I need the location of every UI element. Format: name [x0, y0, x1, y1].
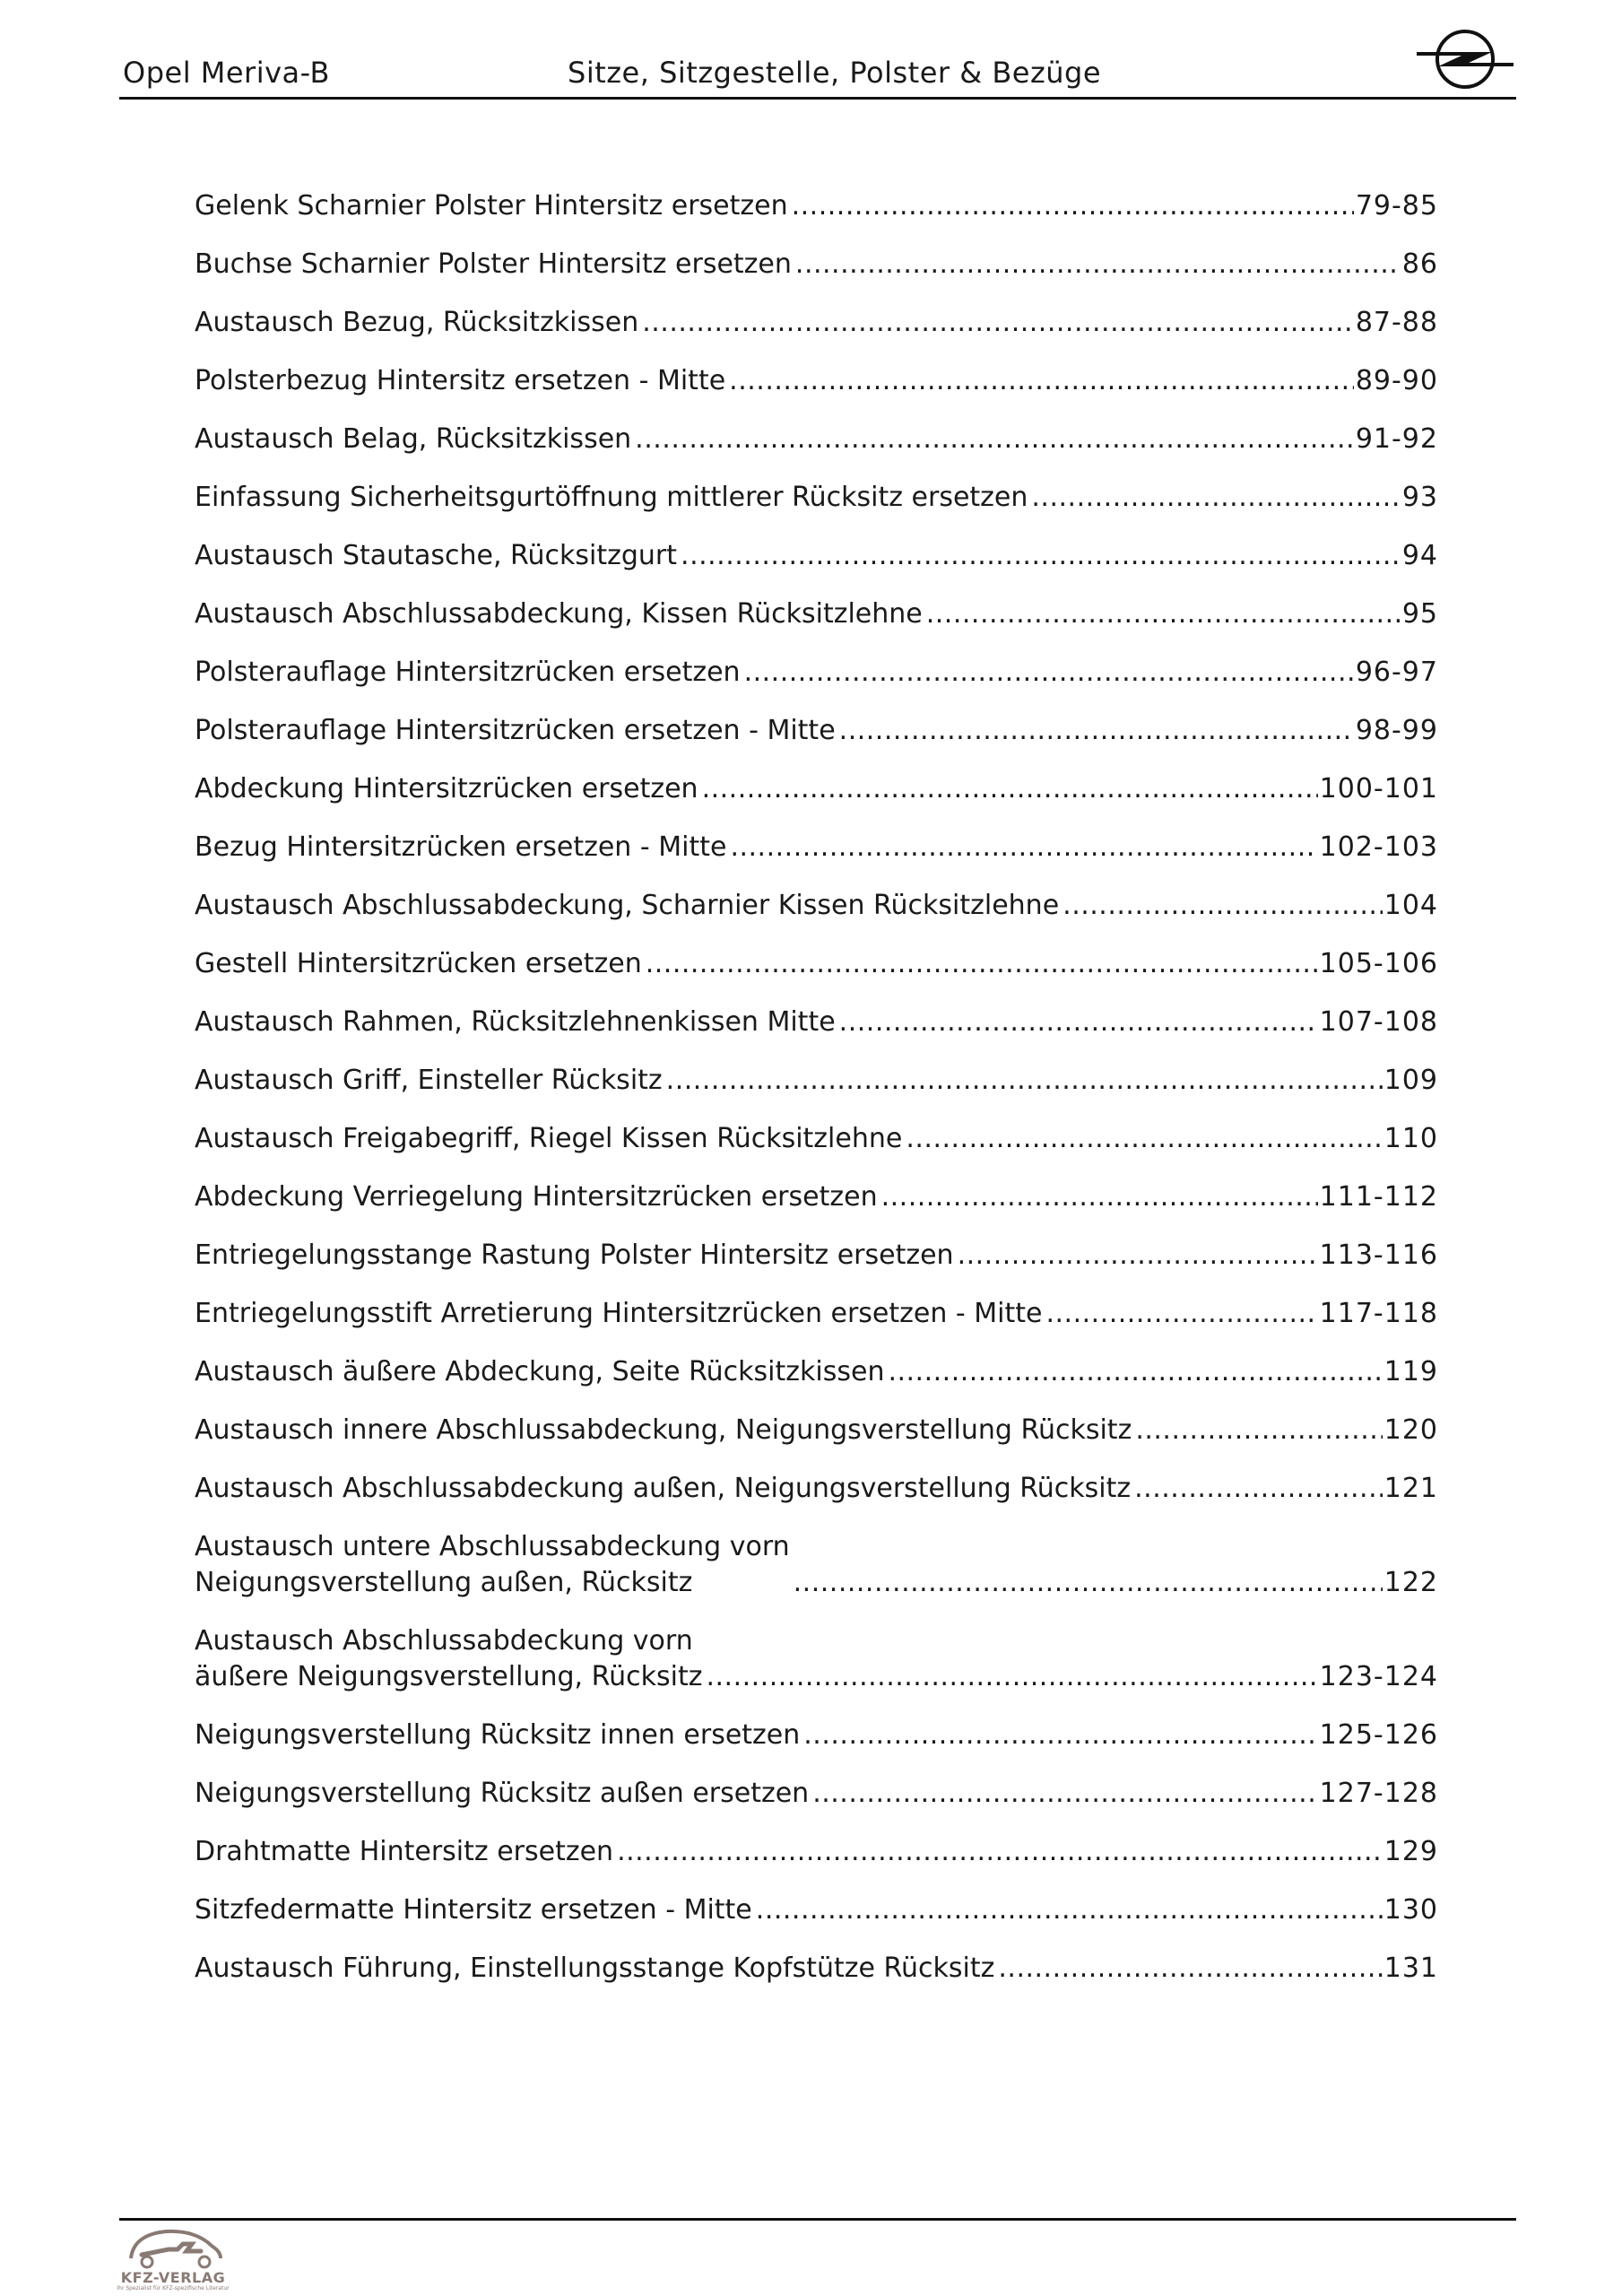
toc-entry[interactable] — [195, 1296, 1438, 1332]
toc-entry[interactable] — [195, 888, 1438, 924]
toc-entry-page: 131 — [1383, 1952, 1438, 1984]
toc-entry[interactable] — [195, 480, 1438, 516]
toc-entry[interactable] — [195, 1004, 1438, 1040]
toc-entry-title-line: Austausch untere Abschlussabdeckung vorn — [195, 1531, 790, 1562]
footer-divider — [119, 2218, 1516, 2221]
toc-dot-leader — [1135, 1413, 1382, 1448]
toc-dot-leader — [744, 655, 1354, 691]
toc-entry[interactable] — [195, 771, 1438, 807]
kfz-verlag-logo — [115, 2222, 231, 2292]
toc-entry[interactable] — [195, 188, 1438, 224]
toc-entry-title — [195, 305, 638, 341]
toc-entry-title — [195, 888, 1059, 924]
toc-entry-title — [195, 363, 725, 399]
toc-entry-title — [195, 480, 1028, 516]
toc-entry-page: 104 — [1383, 890, 1438, 921]
toc-dot-leader — [729, 363, 1354, 399]
toc-entry-page: 98-99 — [1355, 715, 1438, 746]
toc-entry-title — [195, 1121, 902, 1157]
toc-entry[interactable] — [195, 1529, 1438, 1601]
toc-entry-page: 123-124 — [1319, 1661, 1438, 1692]
toc-entry[interactable] — [195, 1718, 1438, 1753]
toc-entry-page: 89-90 — [1355, 365, 1438, 396]
toc-entry-title — [195, 1718, 800, 1753]
toc-entry[interactable] — [195, 247, 1438, 283]
toc-entry[interactable] — [195, 1834, 1438, 1870]
toc-entry-title — [195, 596, 923, 632]
toc-dot-leader — [681, 538, 1401, 574]
toc-entry[interactable] — [195, 538, 1438, 574]
toc-dot-leader — [1134, 1471, 1383, 1507]
toc-dot-leader — [1045, 1296, 1317, 1332]
toc-entry[interactable] — [195, 830, 1438, 865]
toc-entry-title — [195, 1354, 884, 1390]
toc-entry-title-line: Bezug Hintersitzrücken ersetzen - Mitte — [195, 831, 727, 863]
toc-dot-leader — [812, 1776, 1317, 1812]
toc-entry-title-line: Gestell Hintersitzrücken ersetzen — [195, 948, 642, 979]
toc-entry-page: 93 — [1401, 482, 1438, 513]
toc-entry-title-line: Abdeckung Verriegelung Hintersitzrücken ersetzen — [195, 1181, 878, 1213]
toc-entry-title-line: Neigungsverstellung Rücksitz innen ersetzen — [195, 1719, 801, 1751]
toc-entry-page: 102-103 — [1319, 831, 1438, 863]
toc-entry-title — [195, 1776, 809, 1812]
toc-entry-page: 96-97 — [1355, 657, 1438, 688]
toc-entry-page: 125-126 — [1319, 1719, 1438, 1751]
toc-entry-page: 79-85 — [1355, 190, 1438, 222]
toc-entry-page: 87-88 — [1355, 307, 1438, 338]
toc-entry-title — [195, 1413, 1132, 1448]
toc-entry-title-line: Austausch Abschlussabdeckung, Kissen Rücksitzlehne — [195, 598, 923, 630]
toc-dot-leader — [756, 1892, 1383, 1928]
toc-entry[interactable] — [195, 305, 1438, 341]
footer-slogan: Ihr Spezialist für KFZ-spezifische Literatur — [117, 2285, 230, 2292]
toc-entry-title-line: Abdeckung Hintersitzrücken ersetzen — [195, 773, 698, 804]
toc-entry-title — [195, 1951, 994, 1987]
toc-entry-title — [195, 1238, 954, 1274]
toc-dot-leader — [702, 771, 1318, 807]
header-vehicle-title: Opel Meriva-B — [123, 56, 330, 90]
toc-dot-leader — [998, 1951, 1382, 1987]
toc-entry-page: 95 — [1401, 598, 1438, 630]
toc-entry[interactable] — [195, 1179, 1438, 1215]
toc-entry-title-line: Austausch Griff, Einsteller Rücksitz — [195, 1065, 663, 1096]
toc-dot-leader — [926, 596, 1401, 632]
toc-entry[interactable] — [195, 1354, 1438, 1390]
toc-entry-title-line: Austausch Stautasche, Rücksitzgurt — [195, 540, 678, 571]
toc-entry[interactable] — [195, 655, 1438, 691]
toc-dot-leader — [794, 1565, 1383, 1601]
opel-logo-icon — [1415, 25, 1515, 93]
toc-entry-page: 120 — [1383, 1414, 1438, 1446]
toc-entry[interactable] — [195, 1776, 1438, 1812]
toc-entry-title — [195, 1471, 1131, 1507]
toc-entry-page: 107-108 — [1319, 1006, 1438, 1038]
toc-entry-title-line: Buchse Scharnier Polster Hintersitz ersetzen — [195, 248, 792, 280]
toc-entry-title-line: Austausch Bezug, Rücksitzkissen — [195, 307, 639, 338]
toc-entry-page: 119 — [1383, 1356, 1438, 1387]
toc-entry-title — [195, 422, 631, 457]
toc-entry-title-line: Entriegelungsstift Arretierung Hintersitzrücken ersetzen - Mitte — [195, 1298, 1043, 1329]
toc-entry-title — [195, 771, 698, 807]
toc-entry-page: 105-106 — [1319, 948, 1438, 979]
toc-dot-leader — [706, 1659, 1317, 1695]
toc-entry-title-line: Polsterauflage Hintersitzrücken ersetzen - Mitte — [195, 715, 836, 746]
toc-entry-page: 86 — [1401, 248, 1438, 280]
toc-entry-title-line: Polsterbezug Hintersitz ersetzen - Mitte — [195, 365, 726, 396]
toc-entry-page: 121 — [1383, 1473, 1438, 1504]
toc-entry[interactable] — [195, 1413, 1438, 1448]
toc-entry-page: 113-116 — [1319, 1239, 1438, 1271]
toc-dot-leader — [803, 1718, 1317, 1753]
toc-entry-page: 122 — [1383, 1567, 1438, 1598]
toc-entry-page: 100-101 — [1319, 773, 1438, 804]
toc-entry-title — [195, 1063, 663, 1099]
toc-entry[interactable] — [195, 596, 1438, 632]
page-header — [119, 0, 1516, 100]
toc-entry[interactable] — [195, 1121, 1438, 1157]
toc-entry-title — [195, 538, 677, 574]
toc-entry[interactable] — [195, 1892, 1438, 1928]
toc-entry-title — [195, 1529, 790, 1601]
toc-dot-leader — [730, 830, 1317, 865]
toc-entry-title-line: Austausch innere Abschlussabdeckung, Neigungsverstellung Rücksitz — [195, 1414, 1132, 1446]
toc-entry[interactable] — [195, 422, 1438, 457]
toc-entry-page: 130 — [1383, 1894, 1438, 1926]
toc-dot-leader — [1031, 480, 1400, 516]
toc-dot-leader — [888, 1354, 1382, 1390]
toc-entry[interactable] — [195, 713, 1438, 749]
toc-entry-title — [195, 247, 792, 283]
toc-entry-title — [195, 1179, 878, 1215]
toc-entry[interactable] — [195, 946, 1438, 982]
toc-entry-title-line: Einfassung Sicherheitsgurtöffnung mittlerer Rücksitz ersetzen — [195, 482, 1028, 513]
toc-entry-page: 129 — [1383, 1836, 1438, 1867]
toc-dot-leader — [635, 422, 1354, 457]
toc-entry-title-line: Gelenk Scharnier Polster Hintersitz ersetzen — [195, 190, 788, 222]
toc-entry-page: 111-112 — [1319, 1181, 1438, 1213]
toc-dot-leader — [1063, 888, 1383, 924]
toc-dot-leader — [792, 188, 1354, 224]
toc-entry-title — [195, 1296, 1042, 1332]
toc-entry-title-line: Austausch Führung, Einstellungsstange Kopfstütze Rücksitz — [195, 1952, 995, 1984]
header-section-title: Sitze, Sitzgestelle, Polster & Bezüge — [568, 56, 1102, 90]
toc-entry-title-line: Austausch Freigabegriff, Riegel Kissen Rücksitzlehne — [195, 1123, 903, 1154]
toc-entry-title — [195, 1004, 836, 1040]
toc-entry-title-line: Austausch Belag, Rücksitzkissen — [195, 423, 632, 455]
toc-entry-title — [195, 188, 788, 224]
toc-dot-leader — [795, 247, 1401, 283]
car-wrench-icon — [115, 2222, 231, 2273]
toc-entry-page: 94 — [1401, 540, 1438, 571]
toc-entry-title-line: Entriegelungsstange Rastung Polster Hintersitz ersetzen — [195, 1239, 954, 1271]
toc-entry-title — [195, 713, 836, 749]
toc-entry-title — [195, 655, 741, 691]
toc-entry-title — [195, 1623, 702, 1695]
toc-entry-title-line: Austausch Abschlussabdeckung, Scharnier Kissen Rücksitzlehne — [195, 890, 1060, 921]
toc-dot-leader — [881, 1179, 1318, 1215]
toc-entry-title — [195, 830, 726, 865]
toc-entry-title-line: Sitzfedermatte Hintersitz ersetzen - Mitte — [195, 1894, 752, 1926]
toc-entry-title-line: Neigungsverstellung außen, Rücksitz — [195, 1567, 693, 1598]
toc-entry-title-line: Austausch Abschlussabdeckung außen, Neigungsverstellung Rücksitz — [195, 1473, 1132, 1504]
toc-dot-leader — [666, 1063, 1383, 1099]
toc-dot-leader — [958, 1238, 1318, 1274]
toc-dot-leader — [617, 1834, 1383, 1870]
toc-entry-title-line: Polsterauflage Hintersitzrücken ersetzen — [195, 657, 741, 688]
footer-brand: KFZ-VERLAG — [120, 2269, 226, 2286]
toc-dot-leader — [839, 1004, 1318, 1040]
toc-entry-title — [195, 1834, 613, 1870]
toc-entry-page: 127-128 — [1319, 1778, 1438, 1809]
toc-entry-title-line: Austausch Abschlussabdeckung vorn — [195, 1625, 693, 1657]
toc-dot-leader — [839, 713, 1354, 749]
toc-entry[interactable] — [195, 363, 1438, 399]
toc-entry-title-line: Austausch äußere Abdeckung, Seite Rücksitzkissen — [195, 1356, 885, 1387]
toc-entry-title — [195, 1892, 752, 1928]
toc-entry-page: 109 — [1383, 1065, 1438, 1096]
table-of-contents — [195, 188, 1438, 2009]
toc-dot-leader — [646, 946, 1318, 982]
toc-entry-title — [195, 946, 642, 982]
toc-entry-title-line: Austausch Rahmen, Rücksitzlehnenkissen Mitte — [195, 1006, 836, 1038]
toc-entry-title-line: Neigungsverstellung Rücksitz außen ersetzen — [195, 1778, 810, 1809]
toc-entry[interactable] — [195, 1238, 1438, 1274]
toc-entry[interactable] — [195, 1471, 1438, 1507]
toc-entry-page: 91-92 — [1355, 423, 1438, 455]
toc-entry-title-line: Drahtmatte Hintersitz ersetzen — [195, 1836, 614, 1867]
toc-entry[interactable] — [195, 1951, 1438, 1987]
toc-dot-leader — [906, 1121, 1382, 1157]
toc-entry[interactable] — [195, 1623, 1438, 1695]
toc-entry-page: 117-118 — [1319, 1298, 1438, 1329]
toc-entry-title-line: äußere Neigungsverstellung, Rücksitz — [195, 1661, 703, 1692]
toc-entry-page: 110 — [1383, 1123, 1438, 1154]
toc-dot-leader — [642, 305, 1354, 341]
toc-entry[interactable] — [195, 1063, 1438, 1099]
